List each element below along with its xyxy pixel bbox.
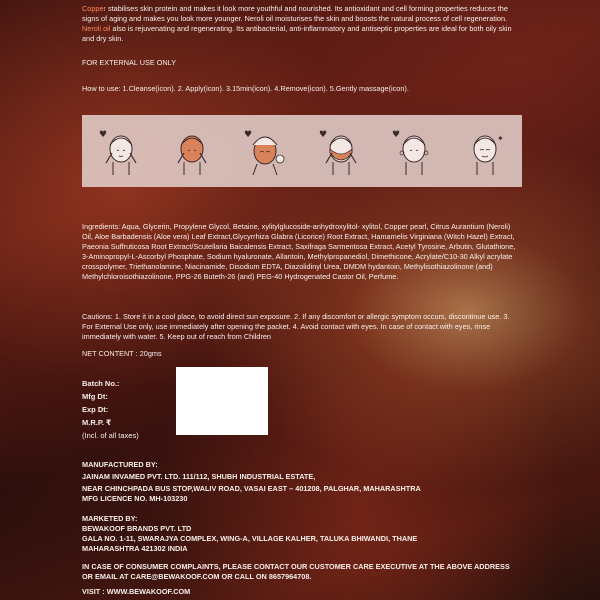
cleanse-face-icon [97,123,141,179]
remove-mask-icon [317,123,361,179]
consumer-complaints: IN CASE OF CONSUMER COMPLAINTS, PLEASE CONTACT OUR CUSTOMER CARE EXECUTIVE AT THE ABOVE ADDRESS OR EMAIL AT CARE@BEWAKOOF.COM OR CALL ON 8657964708. [82,562,510,581]
copper-highlight: Copper [82,4,106,13]
incl-taxes-label: (Incl. of all taxes) [82,431,139,440]
manufactured-by-heading: MANUFACTURED BY: [82,460,158,469]
exp-date-label: Exp Dt: [82,405,109,414]
intro-paragraph [82,4,522,44]
wait-15min-icon [243,123,287,179]
marketer-line1: BEWAKOOF BRANDS PVT. LTD [82,524,192,533]
svg-text:♥: ♥ [318,130,327,140]
svg-text:♥: ♥ [244,130,253,140]
batch-no-label: Batch No.: [82,379,120,388]
svg-text:♥: ♥ [98,130,107,140]
batch-info-sticker-area [176,367,268,435]
how-to-use: How to use: 1.Cleanse(icon). 2. Apply(icon). 3.15min(icon). 4.Remove(icon). 5.Gently massage(icon). [82,84,409,93]
usage-steps-strip [82,115,522,187]
massage-face-icon [390,123,434,179]
mrp-label: M.R.P. ₹ [82,418,112,427]
apply-mask-icon [170,123,214,179]
svg-text:♥: ♥ [391,130,401,140]
cautions-paragraph: Cautions: 1. Store it in a cool place, to avoid direct sun exposure. 2. If any discomfort or allergic symptom occurs, discontinue use. 3. For External Use only, use immediately after opening the packet. 4. Avoid contact with eyes. In case of contact with eyes, rinse immediately with water. 5. Keep out of reach from Children [82,312,510,341]
marketed-by-heading: MARKETED BY: [82,514,138,523]
ingredients-paragraph: Ingredients: Aqua, Glycerin, Propylene Glycol, Betaine, xylitylglucoside-anhydroxylitol- xylitol, Copper pearl, Citrus Aurantium (Neroli) Oil, Aloe Barbadensis (Aloe vera) Leaf Extract,Glycyrrhiza Glabra (Licorice) Root Extract, Hamamelis Virginiana (Witch Hazel) Extract, Paeonia Suffruticosa Root Extract/Scutellaria Baicalensis Extract, Saxifraga Sarmentosa Extract, Acetyl Tyrosine, Arbutin, Glutathione, 3-Aminopropyl-L-Ascorbyl Phosphate, Sodium hyaluronate, Allantoin, Methylpropanediol, Dimethicone, Acrylate/C10-30 Alkyl acrylate crosspolymer, Triethanolamine, Niacinamide, Disodium EDTA, Diazolidinyl Urea, DMDM hydantoin, Methylisothiazolinone (and) Methylchloroisothiazolinone, PPG-26 Buteth-26 (and) PEG-40 Hydrogenated Castor Oil, Perfume. [82,222,516,281]
mfg-date-label: Mfg Dt: [82,392,108,401]
net-content: NET CONTENT : 20gms [82,349,162,358]
marketer-line3: MAHARASHTRA 421302 INDIA [82,544,188,553]
glowing-face-icon [463,123,507,179]
neroli-highlight: Neroli oil [82,24,111,33]
manufacturer-address-line1: JAINAM INVAMED PVT. LTD. 111/112, SHUBH INDUSTRIAL ESTATE, [82,472,316,481]
manufacturer-licence: MFG LICENCE NO. MH-103230 [82,494,188,503]
visit-website: VISIT : WWW.BEWAKOOF.COM [82,587,191,596]
marketer-line2: GALA NO. 1-11, SWARAJYA COMPLEX, WING-A, VILLAGE KALHER, TALUKA BHIWANDI, THANE [82,534,418,543]
intro-part2: also is rejuvenating and regenerating. Its antibacterial, anti-inflammatory and antiseptic properties are ideal for both oily skin and dry skin. [82,24,512,43]
svg-text:✦: ✦ [497,134,504,143]
manufacturer-address-line2: NEAR CHINCHPADA BUS STOP,WALIV ROAD, VASAI EAST – 401208, PALGHAR, MAHARASHTRA [82,484,421,493]
intro-part1: stabilises skin protein and makes it look more youthful and nourished. Its antioxidant and cell forming properties reduces the signs of aging and makes you look more younger. Neroli oil moisturises the skin and boosts the natural process of cell regeneration. [82,4,508,23]
external-use-notice: FOR EXTERNAL USE ONLY [82,58,177,67]
